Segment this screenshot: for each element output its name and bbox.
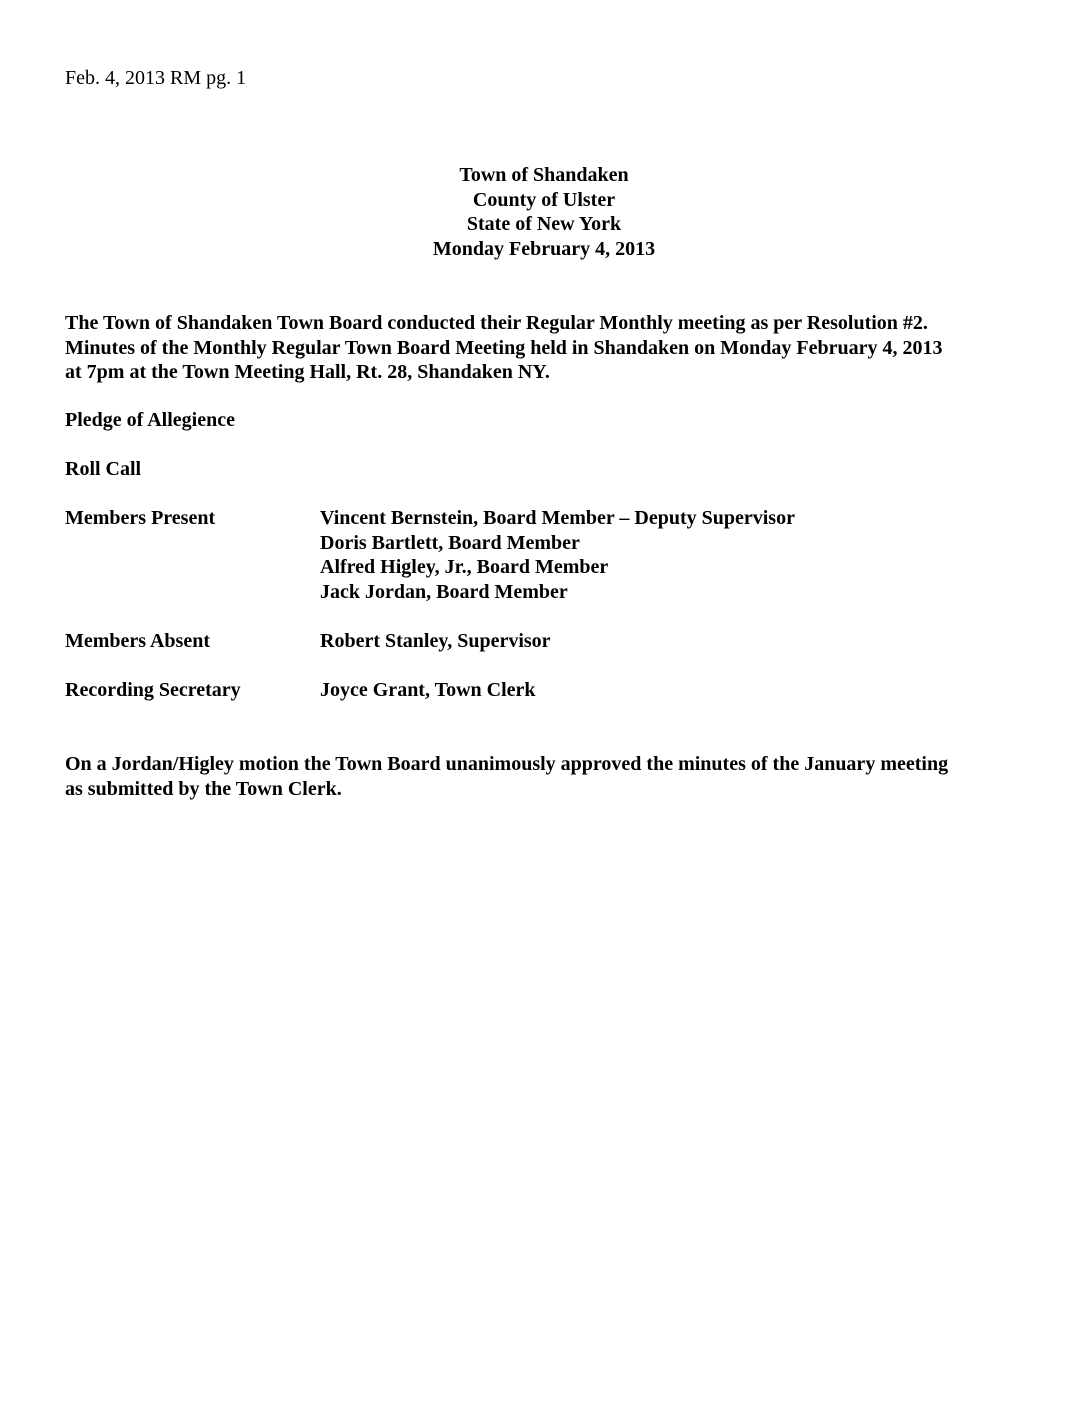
motion-line: as submitted by the Town Clerk. xyxy=(65,777,342,800)
motion-line: On a Jordan/Higley motion the Town Board unanimously approved the minutes of the January meeting xyxy=(65,753,949,775)
members-present-label: Members Present xyxy=(65,507,216,529)
intro-line: Minutes of the Monthly Regular Town Board Meeting held in Shandaken on Monday February 4, 2013 xyxy=(65,336,943,359)
members-absent-list xyxy=(320,629,551,654)
motion-paragraph xyxy=(65,752,1025,801)
member-name: Vincent Bernstein, Board Member – Deputy Supervisor xyxy=(320,507,795,529)
intro-line: The Town of Shandaken Town Board conducted their Regular Monthly meeting as per Resolution #2. xyxy=(65,312,928,334)
recording-secretary-list xyxy=(320,678,536,703)
title-town: Town of Shandaken xyxy=(459,164,629,186)
roll-call-heading: Roll Call xyxy=(65,458,142,480)
title-date: Monday February 4, 2013 xyxy=(432,237,656,260)
pledge-heading: Pledge of Allegience xyxy=(65,409,235,431)
member-name: Jack Jordan, Board Member xyxy=(320,580,568,603)
member-name: Alfred Higley, Jr., Board Member xyxy=(320,556,609,578)
intro-paragraph xyxy=(65,311,1025,385)
member-name: Robert Stanley, Supervisor xyxy=(320,630,551,652)
secretary-name: Joyce Grant, Town Clerk xyxy=(320,679,536,701)
recording-secretary-label: Recording Secretary xyxy=(65,679,241,701)
page-header: Feb. 4, 2013 RM pg. 1 xyxy=(65,67,247,89)
title-county: County of Ulster xyxy=(472,188,616,211)
title-state: State of New York xyxy=(466,213,622,235)
title-block xyxy=(0,163,1088,261)
intro-line: at 7pm at the Town Meeting Hall, Rt. 28, Shandaken NY. xyxy=(65,361,550,383)
members-absent-label: Members Absent xyxy=(65,630,210,652)
members-present-list xyxy=(320,506,795,604)
member-name: Doris Bartlett, Board Member xyxy=(320,531,580,554)
